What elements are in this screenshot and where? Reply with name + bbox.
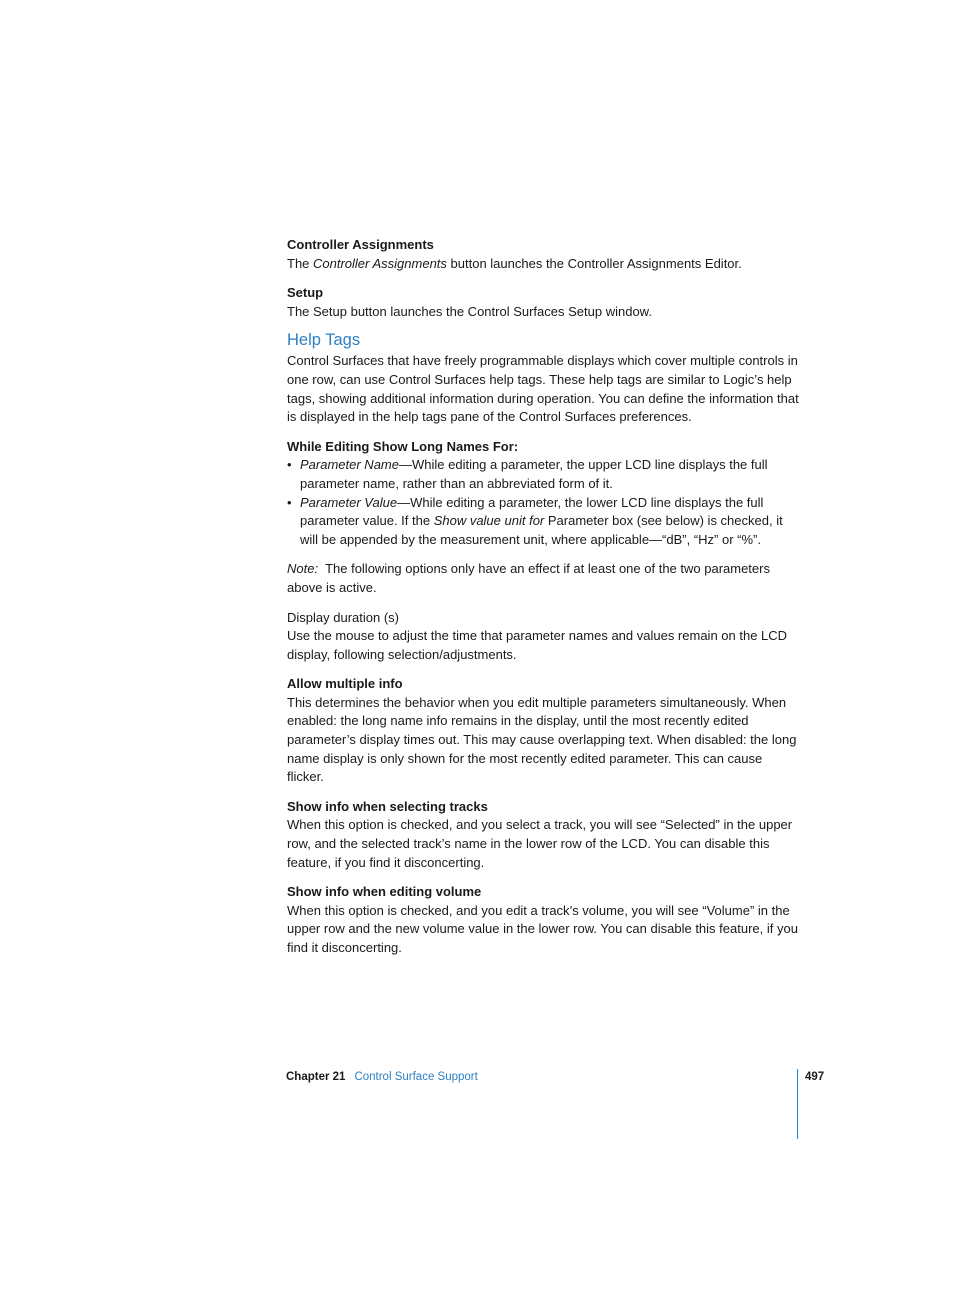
allow-multiple-section [287, 675, 799, 787]
setup-heading: Setup [287, 285, 324, 301]
display-duration-heading: Display duration (s) [287, 609, 399, 625]
while-editing-list [287, 456, 799, 549]
parameter-value-text-pre: —While editing a parameter, the lower LCD line displays the full parameter value. If the [300, 494, 764, 529]
parameter-name-term: Parameter Name [300, 457, 399, 473]
controller-assignments-text [287, 255, 799, 274]
parameter-value-term: Parameter Value [300, 494, 398, 510]
controller-assignments-section [287, 236, 799, 273]
controller-assignments-text-em: Controller Assignments [313, 255, 447, 271]
parameter-value-text-em: Show value unit for [433, 513, 545, 529]
note-text [287, 560, 799, 597]
note-label: Note: [287, 561, 319, 577]
show-volume-heading: Show info when editing volume [287, 884, 482, 900]
controller-assignments-text-post: button launches the Controller Assignments Editor. [446, 255, 742, 271]
footer-divider [797, 1069, 798, 1139]
while-editing-section [287, 438, 799, 550]
parameter-name-text: —While editing a parameter, the upper LCD line displays the full parameter name, rather than an abbreviated form of it. [300, 457, 768, 491]
setup-section [287, 284, 799, 321]
bullet-icon: • [287, 457, 292, 473]
show-tracks-text: When this option is checked, and you select a track, you will see “Selected” in the upper row, and the selected track’s name in the lower row of the LCD. You can disable this feature, if you find it disconcerting. [287, 817, 793, 870]
setup-text: The Setup button launches the Control Surfaces Setup window. [287, 303, 652, 319]
bullet-icon: • [287, 494, 292, 510]
help-tags-text: Control Surfaces that have freely programmable displays which cover multiple controls in one row, can use Control Surfaces help tags. These help tags are similar to Logic’s help tags, showing additional information during operation. You can define the information that is displayed in the help tags pane of the Control Surfaces preferences. [287, 353, 799, 425]
list-item-parameter-value [287, 494, 799, 550]
page-number: 497 [805, 1071, 825, 1083]
note-section [287, 560, 799, 597]
show-tracks-heading: Show info when selecting tracks [287, 798, 488, 814]
controller-assignments-heading: Controller Assignments [287, 237, 434, 252]
show-tracks-section [287, 798, 799, 872]
help-tags-heading: Help Tags [287, 331, 361, 350]
page-content [287, 236, 799, 969]
while-editing-heading: While Editing Show Long Names For: [287, 438, 519, 454]
list-item-parameter-name [287, 456, 799, 493]
show-volume-section [287, 883, 799, 957]
display-duration-section [287, 609, 799, 665]
note-body: The following options only have an effect if at least one of the two parameters above is active. [287, 561, 774, 595]
help-tags-section [287, 329, 799, 426]
controller-assignments-text-pre: The [287, 255, 314, 271]
show-volume-text: When this option is checked, and you edit a track’s volume, you will see “Volume” in the upper row and the new volume value in the lower row. You can disable this feature, if you find it disconcerting. [287, 902, 798, 955]
allow-multiple-text: This determines the behavior when you edit multiple parameters simultaneously. When enabled: the long name info remains in the display, until the most recently edited parameter’s display times out. This may cause overlapping text. When disabled: the long name display is only shown for the most recently edited parameter. This can cause flicker. [287, 694, 797, 785]
display-duration-text: Use the mouse to adjust the time that parameter names and values remain on the LCD display, following selection/adjustments. [287, 628, 788, 662]
page-footer [286, 1069, 478, 1085]
chapter-title-link[interactable]: Control Surface Support [354, 1071, 478, 1083]
chapter-label: Chapter 21 [286, 1071, 346, 1083]
allow-multiple-heading: Allow multiple info [287, 676, 403, 692]
parameter-value-text-post: Parameter box (see below) is checked, it will be appended by the measurement unit, where applicable—“dB”, “Hz” or “%”. [300, 513, 783, 547]
